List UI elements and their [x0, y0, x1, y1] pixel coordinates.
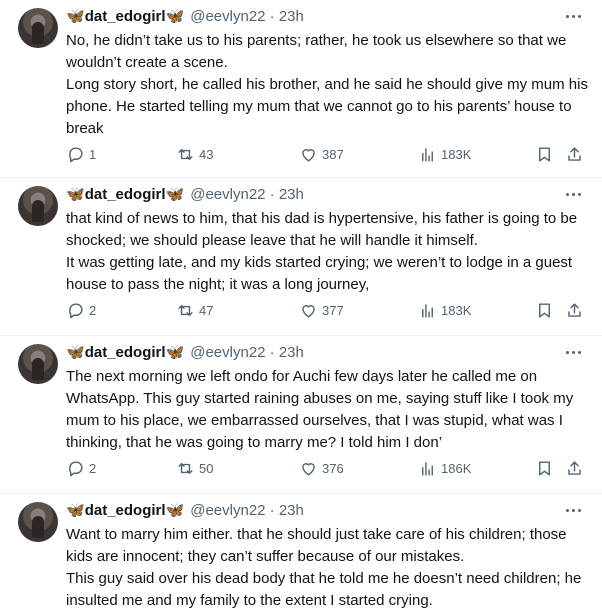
reply-button[interactable] [66, 144, 96, 164]
avatar[interactable] [18, 186, 58, 226]
display-name[interactable]: dat_edogirl [84, 502, 166, 519]
reply-icon [66, 459, 85, 478]
like-button[interactable] [299, 300, 344, 320]
bookmark-icon [535, 301, 554, 320]
like-count: 376 [322, 460, 344, 476]
tweet-paragraph: The next morning we left ondo for Auchi few days later he called me on WhatsApp. This guy started raining abuses on me, saying stuff like I took my mum to his place, we embarrassed ourselves, that I was stupid, what was I thinking, that he was going to marry me? I told him I don’ [66, 368, 574, 451]
repost-count: 47 [199, 302, 214, 318]
reply-icon [66, 301, 85, 320]
butterfly-icon: 🦋 [165, 344, 185, 361]
tweet[interactable] [0, 336, 602, 494]
views-count: 183K [441, 146, 472, 162]
more-options-icon[interactable] [562, 6, 584, 26]
tweet-paragraph: Want to marry him either. that he should just take care of his children; those kids are innocent; they can’t suffer because of our mistakes. [66, 526, 567, 565]
views-icon [418, 145, 437, 164]
butterfly-icon: 🦋 [165, 186, 185, 203]
share-button[interactable] [565, 458, 584, 478]
tweet-text [66, 366, 588, 454]
repost-icon [176, 301, 195, 320]
reply-button[interactable] [66, 458, 96, 478]
tweet[interactable] [0, 0, 602, 178]
more-options-icon[interactable] [562, 342, 584, 362]
butterfly-icon: 🦋 [66, 502, 85, 519]
repost-count: 50 [199, 460, 214, 476]
like-count: 387 [322, 146, 344, 162]
repost-button[interactable] [176, 458, 213, 478]
share-icon [565, 145, 584, 164]
butterfly-icon: 🦋 [66, 8, 85, 25]
like-count: 377 [322, 302, 344, 318]
tweet-actions [66, 300, 588, 320]
bookmark-icon [535, 145, 554, 164]
avatar[interactable] [18, 344, 58, 384]
reply-button[interactable] [66, 300, 96, 320]
bookmark-icon [535, 459, 554, 478]
share-button[interactable] [565, 300, 584, 320]
repost-button[interactable] [176, 144, 213, 164]
tweet-actions [66, 144, 588, 164]
views-button[interactable] [418, 300, 471, 320]
handle-and-time[interactable]: @eevlyn22 · 23h [190, 344, 304, 361]
tweet-header [66, 8, 304, 25]
tweet-paragraph: Long story short, he called his brother, and he said he should give my mum his phone. He started telling my mum that we cannot go to his parents’ house to break [66, 76, 588, 137]
views-icon [418, 459, 437, 478]
views-button[interactable] [418, 458, 471, 478]
tweet-paragraph: It was getting late, and my kids started crying; we weren’t to lodge in a guest house to pass the night; it was a long journey, [66, 254, 573, 293]
butterfly-icon: 🦋 [165, 502, 185, 519]
tweet-header [66, 186, 304, 203]
reply-count: 2 [89, 460, 97, 476]
tweet-header [66, 502, 304, 519]
tweet[interactable] [0, 494, 602, 609]
repost-icon [176, 459, 195, 478]
tweet[interactable] [0, 178, 602, 336]
more-options-icon[interactable] [562, 500, 584, 520]
tweet-text [66, 524, 588, 612]
share-icon [565, 459, 584, 478]
repost-count: 43 [199, 146, 214, 162]
tweet-paragraph: that kind of news to him, that his dad is hypertensive, his father is going to be shocked; we should please leave that he will handle it himself. [66, 210, 578, 249]
views-button[interactable] [418, 144, 471, 164]
avatar[interactable] [18, 502, 58, 542]
butterfly-icon: 🦋 [66, 344, 85, 361]
tweet-actions [66, 458, 588, 478]
heart-icon [299, 301, 318, 320]
share-icon [565, 301, 584, 320]
heart-icon [299, 459, 318, 478]
views-count: 183K [441, 302, 472, 318]
handle-and-time[interactable]: @eevlyn22 · 23h [190, 8, 304, 25]
reply-count: 2 [89, 302, 97, 318]
views-icon [418, 301, 437, 320]
views-count: 186K [441, 460, 472, 476]
display-name[interactable]: dat_edogirl [84, 344, 166, 361]
butterfly-icon: 🦋 [66, 186, 85, 203]
tweet-paragraph: This guy said over his dead body that he told me he doesn’t need children; he insulted me and my family to the extent I started crying. [66, 570, 582, 609]
display-name[interactable]: dat_edogirl [84, 186, 166, 203]
display-name[interactable]: dat_edogirl [84, 8, 166, 25]
share-button[interactable] [565, 144, 584, 164]
tweet-paragraph: No, he didn’t take us to his parents; rather, he took us elsewhere so that we wouldn’t create a scene. [66, 32, 567, 71]
heart-icon [299, 145, 318, 164]
like-button[interactable] [299, 144, 344, 164]
bookmark-button[interactable] [535, 144, 554, 164]
bookmark-button[interactable] [535, 300, 554, 320]
reply-icon [66, 145, 85, 164]
tweet-header [66, 344, 304, 361]
like-button[interactable] [299, 458, 344, 478]
reply-count: 1 [89, 146, 97, 162]
tweet-text [66, 30, 588, 140]
handle-and-time[interactable]: @eevlyn22 · 23h [190, 186, 304, 203]
avatar[interactable] [18, 8, 58, 48]
more-options-icon[interactable] [562, 184, 584, 204]
handle-and-time[interactable]: @eevlyn22 · 23h [190, 502, 304, 519]
butterfly-icon: 🦋 [165, 8, 185, 25]
repost-button[interactable] [176, 300, 213, 320]
bookmark-button[interactable] [535, 458, 554, 478]
tweet-text [66, 208, 588, 296]
repost-icon [176, 145, 195, 164]
